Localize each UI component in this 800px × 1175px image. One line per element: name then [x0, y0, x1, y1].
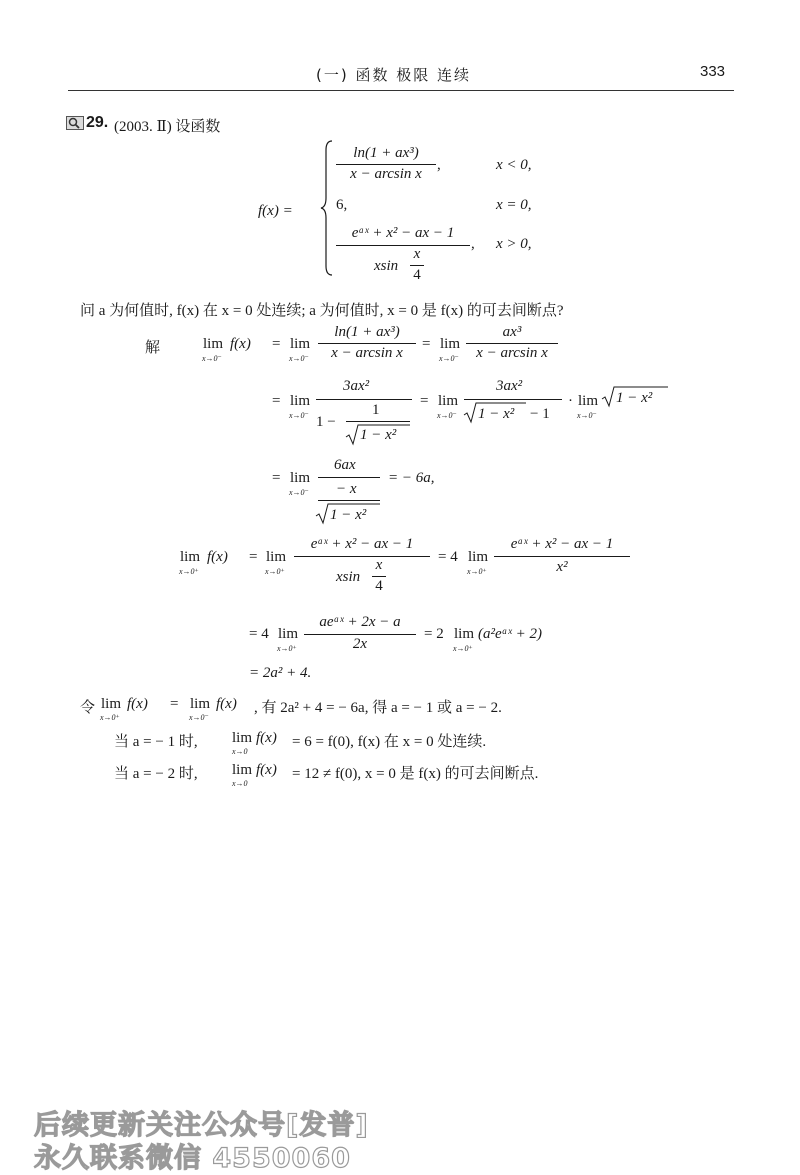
eq-l4a: = — [249, 549, 258, 565]
lim-l1c: lim — [440, 336, 461, 352]
l5-frac — [304, 614, 416, 654]
lim-l5a: lim — [278, 626, 299, 642]
l2-inner-num: 1 — [372, 402, 380, 418]
lim-l2b: lim — [438, 393, 459, 409]
case3-comma: , — [471, 236, 475, 252]
left-brace — [320, 140, 334, 276]
c1-suffix: , 有 2a² + 4 = − 6a, 得 a = − 1 或 a = − 2. — [254, 700, 502, 716]
problem-number: 29. — [86, 114, 109, 131]
lim-l2a: lim — [290, 393, 311, 409]
l2-frac2-den-rad: 1 − x² — [478, 406, 515, 422]
case3-fraction — [336, 225, 470, 275]
lim-sub-l5a: x→0⁺ — [277, 644, 297, 653]
l4-frac1-num: eᵃˣ + x² − ax − 1 — [310, 536, 414, 552]
l3-inner-bar — [318, 500, 380, 501]
l2-frac2-den-suffix: − 1 — [530, 406, 550, 422]
lim-sub-l4a: x→0⁺ — [179, 567, 199, 576]
l4-den-frac — [372, 557, 386, 597]
solution-label: 解 — [145, 340, 161, 356]
l4-den-den: 4 — [375, 578, 383, 594]
c3-suffix: = 12 ≠ f(0), x = 0 是 f(x) 的可去间断点. — [292, 766, 539, 782]
l2-inner-rad: 1 − x² — [360, 427, 397, 443]
watermark-line1: 后续更新关注公众号[发普] — [34, 1110, 369, 1141]
l4-den-num: x — [375, 557, 383, 573]
l4-frac2-num: eᵃˣ + x² − ax − 1 — [510, 536, 614, 552]
lim-sub-c3: x→0 — [232, 779, 248, 788]
l1-frac1-den: x − arcsin x — [331, 345, 403, 361]
lim-sub-l3: x→0⁻ — [289, 488, 309, 497]
l5-frac-num: aeᵃˣ + 2x − a — [319, 614, 401, 630]
lim-c2: lim — [232, 730, 253, 746]
l4-frac1-den-prefix: xsin — [336, 569, 361, 585]
fx-c3: f(x) — [256, 762, 277, 778]
l1-frac1-num: ln(1 + ax³) — [334, 324, 400, 340]
lim-sub-l4b: x→0⁺ — [265, 567, 285, 576]
lim-l2c: lim — [578, 393, 599, 409]
lim-l3: lim — [290, 470, 311, 486]
eq-l2b: = — [420, 393, 429, 409]
search-book-icon — [66, 116, 84, 130]
case3-condition: x > 0, — [496, 236, 532, 252]
eq-l2a: = — [272, 393, 281, 409]
lim-c1a: lim — [101, 696, 122, 712]
c2-suffix: = 6 = f(0), f(x) 在 x = 0 处连续. — [292, 734, 487, 750]
case1-numerator: ln(1 + ax³) — [353, 145, 419, 161]
c1-prefix: 令 — [80, 700, 96, 716]
l2-frac2-bar — [464, 399, 562, 400]
fx-l1: f(x) — [230, 336, 251, 352]
fx-c1a: f(x) — [127, 696, 148, 712]
page-number: 333 — [700, 63, 726, 80]
header-rule — [68, 90, 734, 91]
eq-l1a: = — [272, 336, 281, 352]
lim-sub-l1b: x→0⁻ — [289, 354, 309, 363]
l5-frac-den: 2x — [352, 636, 368, 652]
l2-frac1-bar — [316, 399, 412, 400]
problem-source: (2003. Ⅱ) 设函数 — [114, 119, 221, 135]
lim-sub-l4c: x→0⁺ — [467, 567, 487, 576]
l5-expr: (a²eᵃˣ + 2) — [478, 626, 542, 642]
lim-sub-c1b: x→0⁻ — [189, 713, 209, 722]
watermark-line2: 永久联系微信 4550060 — [34, 1143, 351, 1174]
case3-den-den: 4 — [413, 267, 421, 283]
l3-result: = − 6a, — [388, 470, 435, 486]
running-header-title: (一) 函数 极限 连续 — [316, 66, 472, 84]
lim-sub-c1a: x→0⁺ — [100, 713, 120, 722]
l4-frac2-den: x² — [556, 559, 568, 575]
lim-sub-c2: x→0 — [232, 747, 248, 756]
fx-l4: f(x) — [207, 549, 228, 565]
l1-frac1 — [318, 324, 416, 364]
l3-main-bar — [318, 477, 380, 478]
case1-fraction — [336, 145, 436, 185]
case2-value: 6, — [336, 197, 348, 213]
function-lhs: f(x) = — [258, 203, 293, 219]
l5-coef: = 4 — [249, 626, 269, 642]
case3-numerator: eᵃˣ + x² − ax − 1 — [351, 225, 455, 241]
eq-c1: = — [170, 696, 179, 712]
lim-sub-l1a: x→0⁻ — [202, 354, 222, 363]
l5-coef2: = 2 — [424, 626, 444, 642]
lim-c1b: lim — [190, 696, 211, 712]
lim-sub-l1c: x→0⁻ — [439, 354, 459, 363]
lim-l4b: lim — [266, 549, 287, 565]
case1-comma: , — [437, 157, 441, 173]
l1-frac2-den: x − arcsin x — [476, 345, 548, 361]
c3-prefix: 当 a = − 2 时, — [114, 766, 198, 782]
case1-denominator: x − arcsin x — [350, 166, 422, 182]
times-dot: · — [568, 393, 573, 409]
lim-l1a: lim — [203, 336, 224, 352]
c2-prefix: 当 a = − 1 时, — [114, 734, 198, 750]
lim-c3: lim — [232, 762, 253, 778]
l2-rad3: 1 − x² — [616, 390, 653, 406]
l4-frac2 — [494, 536, 630, 580]
lim-l1b: lim — [290, 336, 311, 352]
l2-frac2-num: 3ax² — [496, 378, 523, 394]
l2-frac1-den-prefix: 1 − — [316, 414, 336, 430]
lim-sub-l5b: x→0⁺ — [453, 644, 473, 653]
l2-frac1-num: 3ax² — [343, 378, 370, 394]
l4-coef: = 4 — [438, 549, 458, 565]
lim-sub-l2c: x→0⁻ — [577, 411, 597, 420]
lim-l4a: lim — [180, 549, 201, 565]
l3-num: 6ax — [334, 457, 356, 473]
question-text: 问 a 为何值时, f(x) 在 x = 0 处连续; a 为何值时, x = 0 是 f(x) 的可去间断点? — [80, 303, 564, 319]
case3-den-fraction — [410, 246, 424, 286]
l3-den-num: − x — [336, 481, 357, 497]
fx-c2: f(x) — [256, 730, 277, 746]
lim-l5b: lim — [454, 626, 475, 642]
case2-condition: x = 0, — [496, 197, 532, 213]
l3-den-rad: 1 − x² — [330, 507, 367, 523]
lim-l4c: lim — [468, 549, 489, 565]
l4-frac1 — [294, 536, 430, 558]
eq-l3a: = — [272, 470, 281, 486]
case3-den-num: x — [413, 246, 421, 262]
case1-condition: x < 0, — [496, 157, 532, 173]
l2-inner-bar — [346, 421, 410, 422]
l6-result: = 2a² + 4. — [249, 665, 312, 681]
case3-den-prefix: xsin — [374, 258, 399, 274]
lim-sub-l2a: x→0⁻ — [289, 411, 309, 420]
fx-c1b: f(x) — [216, 696, 237, 712]
l1-frac2-num: ax³ — [502, 324, 522, 340]
lim-sub-l2b: x→0⁻ — [437, 411, 457, 420]
l1-frac2 — [466, 324, 558, 364]
eq-l1b: = — [422, 336, 431, 352]
